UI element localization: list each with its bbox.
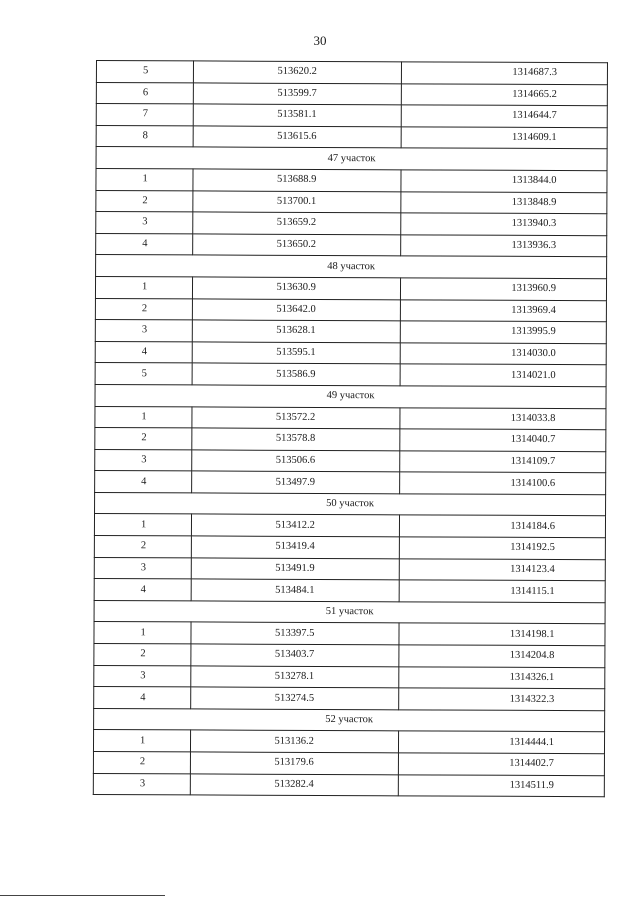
y-coordinate-cell: 1313969.4	[400, 299, 606, 321]
point-number-cell: 1	[95, 276, 192, 298]
point-number-cell: 5	[96, 61, 193, 83]
x-coordinate-cell: 513497.9	[191, 471, 399, 494]
x-coordinate-cell: 513412.2	[191, 514, 399, 537]
y-coordinate-cell: 1314198.1	[399, 623, 605, 645]
table-row	[95, 428, 606, 452]
x-coordinate-cell: 513620.2	[193, 61, 401, 84]
x-coordinate-cell: 513586.9	[192, 363, 400, 386]
section-header-row	[96, 147, 607, 171]
point-number-cell: 3	[95, 449, 192, 471]
point-number-cell: 3	[95, 320, 192, 342]
y-coordinate-cell: 1313848.9	[401, 191, 607, 213]
y-coordinate-cell: 1313960.9	[400, 278, 606, 300]
table-row	[95, 298, 606, 322]
x-coordinate-cell: 513615.6	[193, 126, 401, 149]
x-coordinate-cell: 513136.2	[190, 730, 398, 753]
y-coordinate-cell: 1314123.4	[399, 558, 605, 580]
y-coordinate-cell: 1314644.7	[401, 105, 607, 127]
y-coordinate-cell: 1314511.9	[398, 774, 604, 796]
y-coordinate-cell: 1314115.1	[399, 580, 605, 602]
point-number-cell: 7	[96, 104, 193, 126]
table-row	[94, 622, 605, 646]
y-coordinate-cell: 1314192.5	[399, 537, 605, 559]
table-row	[94, 557, 605, 581]
table-row	[95, 406, 606, 430]
x-coordinate-cell: 513581.1	[193, 104, 401, 127]
section-header-row	[94, 600, 605, 624]
x-coordinate-cell: 513599.7	[193, 83, 401, 106]
x-coordinate-cell: 513630.9	[192, 277, 400, 300]
point-number-cell: 4	[95, 471, 192, 493]
table-row	[94, 514, 605, 538]
point-number-cell: 1	[95, 406, 192, 428]
section-header-row	[95, 492, 606, 516]
point-number-cell: 4	[96, 233, 193, 255]
x-coordinate-cell: 513578.8	[192, 428, 400, 451]
point-number-cell: 2	[93, 751, 190, 773]
table-row	[96, 233, 607, 257]
y-coordinate-cell: 1314326.1	[398, 666, 604, 688]
table-row	[94, 579, 605, 603]
x-coordinate-cell: 513700.1	[193, 190, 401, 213]
x-coordinate-cell: 513403.7	[191, 644, 399, 667]
y-coordinate-cell: 1313940.3	[400, 213, 606, 235]
section-title: 51 участок	[94, 600, 605, 624]
x-coordinate-cell: 513179.6	[190, 752, 398, 775]
point-number-cell: 4	[94, 687, 191, 709]
y-coordinate-cell: 1313995.9	[400, 321, 606, 343]
point-number-cell: 2	[96, 190, 193, 212]
point-number-cell: 3	[94, 665, 191, 687]
table-row	[96, 104, 607, 128]
y-coordinate-cell: 1314687.3	[401, 62, 607, 84]
point-number-cell: 1	[94, 514, 191, 536]
table-row	[94, 644, 605, 668]
y-coordinate-cell: 1314609.1	[401, 127, 607, 149]
table-row	[95, 363, 606, 387]
x-coordinate-cell: 513659.2	[192, 212, 400, 235]
point-number-cell: 1	[94, 622, 191, 644]
table-row	[96, 61, 607, 85]
section-title: 48 участок	[96, 255, 607, 279]
table-row	[94, 687, 605, 711]
section-title: 47 участок	[96, 147, 607, 171]
point-number-cell: 8	[96, 125, 193, 147]
table-row	[96, 168, 607, 192]
table-row	[95, 320, 606, 344]
point-number-cell: 3	[96, 212, 193, 234]
x-coordinate-cell: 513282.4	[190, 774, 398, 797]
point-number-cell: 4	[95, 341, 192, 363]
y-coordinate-cell: 1314021.0	[400, 364, 606, 386]
table-row	[96, 82, 607, 106]
x-coordinate-cell: 513397.5	[191, 622, 399, 645]
point-number-cell: 5	[95, 363, 192, 385]
y-coordinate-cell: 1313936.3	[400, 235, 606, 257]
section-title: 50 участок	[95, 492, 606, 516]
x-coordinate-cell: 513484.1	[191, 579, 399, 602]
table-row	[95, 341, 606, 365]
section-header-row	[95, 384, 606, 408]
table-row	[93, 773, 604, 797]
point-number-cell: 4	[94, 579, 191, 601]
table-row	[96, 125, 607, 149]
table-row	[94, 536, 605, 560]
x-coordinate-cell: 513491.9	[191, 558, 399, 581]
x-coordinate-cell: 513628.1	[192, 320, 400, 343]
x-coordinate-cell: 513572.2	[192, 406, 400, 429]
y-coordinate-cell: 1314033.8	[400, 407, 606, 429]
y-coordinate-cell: 1314100.6	[399, 472, 605, 494]
x-coordinate-cell: 513419.4	[191, 536, 399, 559]
table-row	[95, 471, 606, 495]
x-coordinate-cell: 513642.0	[192, 298, 400, 321]
section-title: 52 участок	[94, 708, 605, 732]
y-coordinate-cell: 1314665.2	[401, 83, 607, 105]
point-number-cell: 2	[94, 644, 191, 666]
y-coordinate-cell: 1313844.0	[401, 170, 607, 192]
x-coordinate-cell: 513688.9	[193, 169, 401, 192]
point-number-cell: 1	[96, 168, 193, 190]
y-coordinate-cell: 1314402.7	[398, 753, 604, 775]
section-title: 49 участок	[95, 384, 606, 408]
y-coordinate-cell: 1314322.3	[398, 688, 604, 710]
point-number-cell: 6	[96, 82, 193, 104]
table-row	[93, 751, 604, 775]
footer-rule	[0, 895, 165, 896]
x-coordinate-cell: 513278.1	[190, 666, 398, 689]
y-coordinate-cell: 1314109.7	[399, 451, 605, 473]
y-coordinate-cell: 1314040.7	[399, 429, 605, 451]
point-number-cell: 2	[94, 536, 191, 558]
y-coordinate-cell: 1314444.1	[398, 731, 604, 753]
y-coordinate-cell: 1314204.8	[399, 645, 605, 667]
table-row	[95, 276, 606, 300]
table-row	[96, 190, 607, 214]
point-number-cell: 2	[95, 298, 192, 320]
x-coordinate-cell: 513595.1	[192, 342, 400, 365]
y-coordinate-cell: 1314030.0	[400, 343, 606, 365]
table-row	[93, 730, 604, 754]
coordinates-table	[93, 60, 608, 797]
x-coordinate-cell: 513274.5	[190, 687, 398, 710]
section-header-row	[96, 255, 607, 279]
x-coordinate-cell: 513506.6	[191, 450, 399, 473]
y-coordinate-cell: 1314184.6	[399, 515, 605, 537]
table-row	[94, 665, 605, 689]
point-number-cell: 1	[93, 730, 190, 752]
point-number-cell: 2	[95, 428, 192, 450]
point-number-cell: 3	[94, 557, 191, 579]
section-header-row	[94, 708, 605, 732]
x-coordinate-cell: 513650.2	[192, 234, 400, 257]
page-number: 30	[313, 33, 327, 48]
point-number-cell: 3	[93, 773, 190, 795]
coordinates-table-body	[93, 61, 607, 797]
table-row	[95, 449, 606, 473]
table-row	[96, 212, 607, 236]
